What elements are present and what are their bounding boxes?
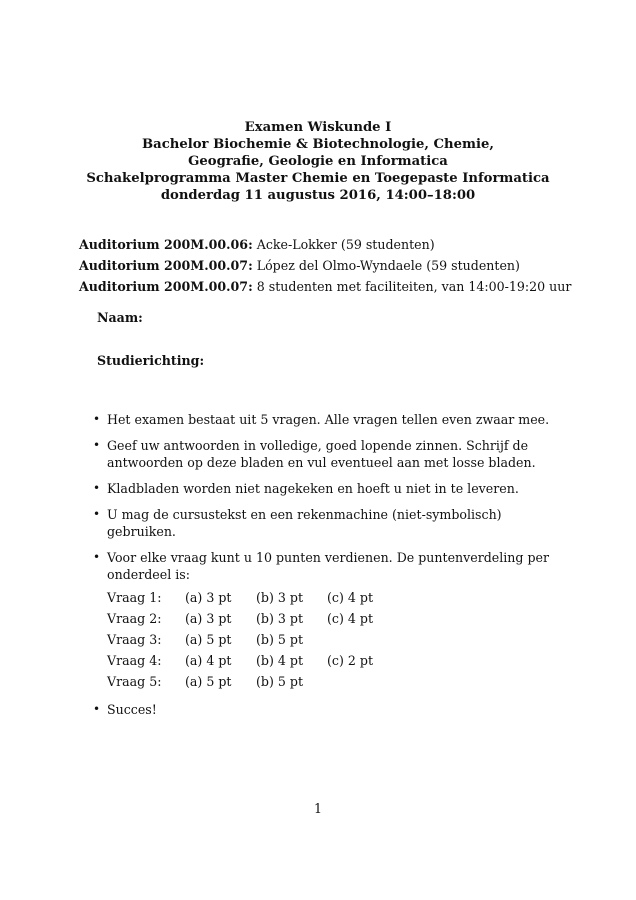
instruction-text: U mag de cursustekst en een rekenmachine (niet-symbolisch) gebruiken.: [107, 507, 502, 539]
bullet-icon: •: [93, 507, 101, 521]
auditorium-line-3: [79, 279, 571, 295]
page-number: 1: [313, 801, 322, 816]
auditorium-line-1: [79, 237, 435, 253]
points-a: (a) 4 pt: [185, 653, 232, 668]
auditorium-label: Auditorium 200M.00.07:: [79, 279, 253, 294]
bullet-icon: •: [93, 702, 101, 716]
points-table: [107, 587, 398, 692]
auditorium-text: López del Olmo-Wyndaele (59 studenten): [256, 258, 520, 273]
exam-date: donderdag 11 augustus 2016, 14:00–18:00: [160, 188, 476, 203]
instruction-text: Voor elke vraag kunt u 10 punten verdienen. De puntenverdeling per onderdeel is:: [107, 550, 550, 582]
points-c: (c) 2 pt: [327, 653, 374, 668]
list-item: [93, 506, 573, 540]
points-a: (a) 3 pt: [185, 590, 232, 605]
points-a: (a) 3 pt: [185, 611, 232, 626]
auditorium-label: Auditorium 200M.00.06:: [79, 237, 253, 252]
bullet-icon: •: [93, 481, 101, 495]
study-program-field-label: Studierichting:: [97, 353, 205, 368]
programme-line-2: Geografie, Geologie en Informatica: [188, 154, 448, 169]
exam-header: [0, 119, 636, 204]
bullet-icon: •: [93, 438, 101, 452]
points-a: (a) 5 pt: [185, 632, 232, 647]
table-row: [107, 650, 398, 671]
auditorium-line-2: [79, 258, 520, 274]
name-field-label: Naam:: [97, 310, 143, 325]
list-item: [93, 549, 573, 692]
exam-title: Examen Wiskunde I: [244, 120, 392, 135]
instruction-text: Geef uw antwoorden in volledige, goed lopende zinnen. Schrijf de antwoorden op deze bladen en vul eventueel aan met losse bladen.: [107, 438, 536, 470]
bullet-icon: •: [93, 550, 101, 564]
question-label: Vraag 1:: [107, 590, 162, 605]
auditorium-label: Auditorium 200M.00.07:: [79, 258, 253, 273]
question-label: Vraag 2:: [107, 611, 162, 626]
instruction-text: Het examen bestaat uit 5 vragen. Alle vragen tellen even zwaar mee.: [107, 412, 550, 427]
instruction-text: Kladbladen worden niet nagekeken en hoeft u niet in te leveren.: [107, 481, 519, 496]
table-row: [107, 671, 398, 692]
points-a: (a) 5 pt: [185, 674, 232, 689]
points-c: [327, 671, 398, 692]
question-label: Vraag 3:: [107, 632, 162, 647]
bullet-icon: •: [93, 412, 101, 426]
auditorium-text: Acke-Lokker (59 studenten): [256, 237, 435, 252]
points-b: (b) 5 pt: [256, 632, 304, 647]
points-b: (b) 4 pt: [256, 653, 304, 668]
question-label: Vraag 4:: [107, 653, 162, 668]
auditorium-text: 8 studenten met faciliteiten, van 14:00-19:20 uur: [256, 279, 572, 294]
points-b: (b) 3 pt: [256, 590, 304, 605]
programme-line-1: Bachelor Biochemie & Biotechnologie, Chemie,: [142, 137, 494, 152]
points-c: (c) 4 pt: [327, 590, 374, 605]
points-c: [327, 629, 398, 650]
table-row: [107, 629, 398, 650]
points-b: (b) 3 pt: [256, 611, 304, 626]
programme-line-3: Schakelprogramma Master Chemie en Toegepaste Informatica: [86, 171, 550, 186]
table-row: [107, 608, 398, 629]
question-label: Vraag 5:: [107, 674, 162, 689]
list-item: [93, 480, 573, 497]
points-b: (b) 5 pt: [256, 674, 304, 689]
table-row: [107, 587, 398, 608]
list-item: [93, 411, 573, 428]
list-item: [93, 701, 573, 718]
points-c: (c) 4 pt: [327, 611, 374, 626]
instruction-text: Succes!: [107, 702, 157, 717]
list-item: [93, 437, 587, 471]
instructions-list: [93, 411, 573, 727]
